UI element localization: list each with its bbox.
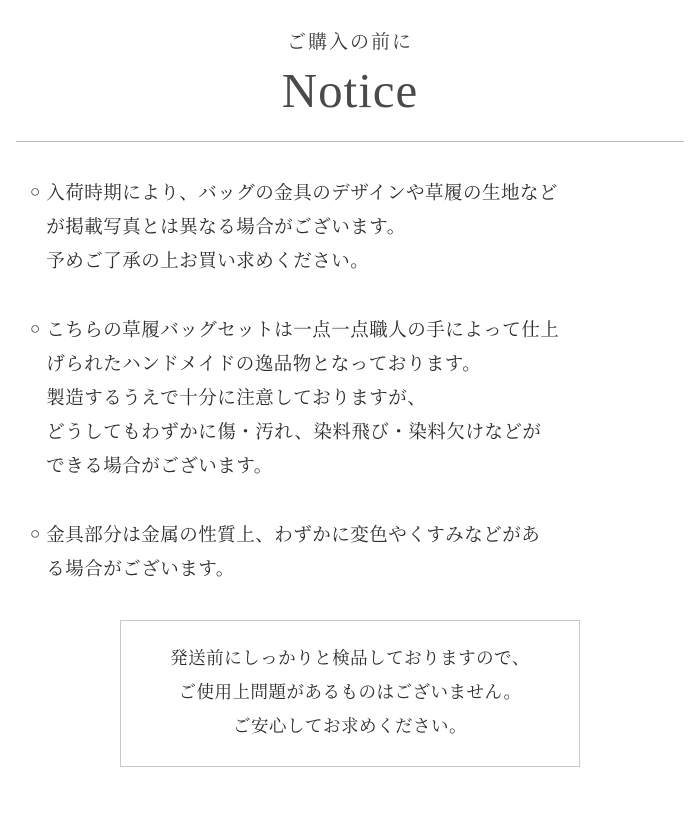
notice-list <box>0 142 700 767</box>
notice-line: 入荷時期により、バッグの金具のデザインや草履の生地など <box>46 181 558 203</box>
notice-item <box>30 518 670 586</box>
notice-line: が掲載写真とは異なる場合がございます。 <box>46 216 406 238</box>
boxed-note-line: 発送前にしっかりと検品しておりますので、 <box>170 648 530 669</box>
notice-text <box>46 176 670 279</box>
notice-item <box>30 176 670 279</box>
notice-line: こちらの草履バッグセットは一点一点職人の手によって仕上 <box>46 318 560 340</box>
boxed-note-line: ご使用上問題があるものはございません。 <box>178 682 522 703</box>
page-subtitle: ご購入の前に <box>286 32 413 53</box>
notice-line: 金具部分は金属の性質上、わずかに変色やくすみなどがあ <box>46 523 541 545</box>
boxed-note-line: ご安心してお求めください。 <box>233 716 467 737</box>
notice-line: できる場合がございます。 <box>46 455 273 477</box>
bullet-icon: ○ <box>30 523 41 543</box>
page-header <box>0 0 700 119</box>
page-title: Notice <box>281 62 419 118</box>
bullet-icon: ○ <box>30 181 41 201</box>
notice-line: 製造するうえで十分に注意しておりますが、 <box>46 387 427 409</box>
boxed-note <box>120 620 580 766</box>
notice-item <box>30 313 670 484</box>
notice-line: げられたハンドメイドの逸品物となっております。 <box>46 352 482 374</box>
notice-text <box>46 313 670 484</box>
notice-line: 予めご了承の上お買い求めください。 <box>46 250 370 272</box>
notice-text <box>46 518 670 586</box>
boxed-note-wrapper <box>30 620 670 766</box>
bullet-icon: ○ <box>30 318 41 338</box>
notice-line: どうしてもわずかに傷・汚れ、染料飛び・染料欠けなどが <box>46 421 542 443</box>
notice-line: る場合がございます。 <box>46 557 235 579</box>
